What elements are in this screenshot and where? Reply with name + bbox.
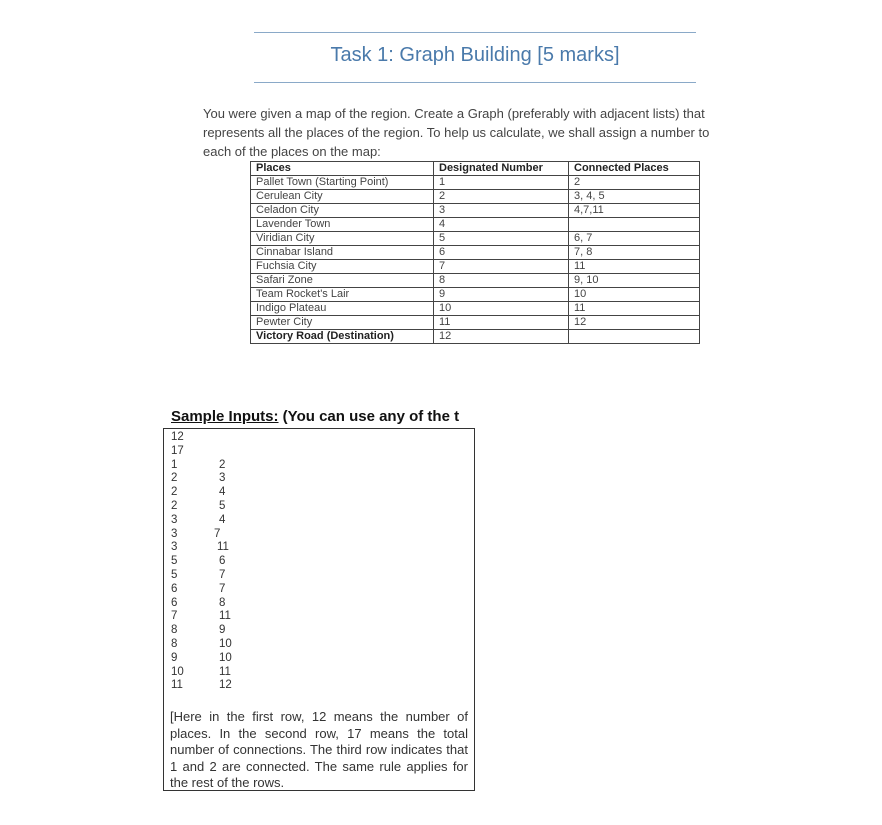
place-name-cell: Safari Zone [251,274,434,288]
header-connected-places: Connected Places [569,162,700,176]
places-table [250,161,700,344]
designated-number-cell: 2 [434,190,569,204]
table-row [251,260,700,274]
place-name-cell: Pallet Town (Starting Point) [251,176,434,190]
place-name-cell: Cinnabar Island [251,246,434,260]
edge-from: 5 [171,555,178,568]
connected-places-cell: 3, 4, 5 [569,190,700,204]
sample-inputs-subtitle: (You can use any of the t [278,408,460,425]
edge-to: 5 [219,499,226,512]
connections-count: 17 [171,444,184,457]
connected-places-cell: 2 [569,176,700,190]
table-row [251,190,700,204]
designated-number-cell: 10 [434,302,569,316]
edge-from: 1 [171,458,178,471]
intro-paragraph [203,104,763,161]
designated-number-cell: 9 [434,288,569,302]
place-name-cell: Viridian City [251,232,434,246]
connected-places-cell: 4,7,11 [569,204,700,218]
connected-places-cell [569,330,700,344]
edge-to: 8 [219,596,226,609]
edge-to: 6 [219,555,226,568]
edge-to: 7 [214,527,221,540]
table-row [251,288,700,302]
designated-number-cell: 6 [434,246,569,260]
edge-to: 7 [219,568,226,581]
edge-from: 7 [171,610,178,623]
connected-places-cell: 11 [569,302,700,316]
intro-line: each of the places on the map: [203,144,381,159]
edge-from: 8 [171,624,178,637]
table-row [251,330,700,344]
place-name-cell: Fuchsia City [251,260,434,274]
table-row [251,274,700,288]
place-name-cell: Indigo Plateau [251,302,434,316]
edge-to: 4 [219,486,226,499]
edge-to: 10 [219,651,232,664]
edge-to: 11 [219,665,231,678]
table-row [251,316,700,330]
sample-input-box [163,428,475,791]
edge-from: 8 [171,637,178,650]
table-row [251,302,700,316]
header-designated-number: Designated Number [434,162,569,176]
place-name-cell: Lavender Town [251,218,434,232]
designated-number-cell: 12 [434,330,569,344]
edge-from: 11 [171,679,183,692]
sample-inputs-label: Sample Inputs: [171,408,279,425]
table-header-row [251,162,700,176]
edge-to: 9 [219,624,226,637]
edge-from: 10 [171,665,184,678]
edge-from: 3 [171,513,178,526]
place-name-cell: Victory Road (Destination) [251,330,434,344]
edge-from: 2 [171,486,178,499]
edge-to: 12 [219,679,232,692]
edge-from: 2 [171,472,178,485]
designated-number-cell: 5 [434,232,569,246]
header-places: Places [251,162,434,176]
designated-number-cell: 4 [434,218,569,232]
connected-places-cell: 7, 8 [569,246,700,260]
edge-from: 6 [171,582,178,595]
bottom-divider [254,82,696,83]
sample-inputs-heading [171,408,476,425]
sample-note: [Here in the first row, 12 means the number of places. In the second row, 17 means the total number of connections. The third row indicates that 1 and 2 are connected. The same rule applies for the rest of the rows. [170,709,468,791]
place-name-cell: Celadon City [251,204,434,218]
intro-line: You were given a map of the region. Create a Graph (preferably with adjacent lists) that [203,106,705,121]
connected-places-cell [569,218,700,232]
places-count: 12 [171,431,184,443]
table-row [251,218,700,232]
designated-number-cell: 11 [434,316,569,330]
edge-to: 2 [219,458,226,471]
edge-to: 11 [217,541,229,554]
connected-places-cell: 6, 7 [569,232,700,246]
designated-number-cell: 1 [434,176,569,190]
table-row [251,176,700,190]
edge-to: 7 [219,582,226,595]
edge-to: 4 [219,513,226,526]
designated-number-cell: 8 [434,274,569,288]
edge-from: 9 [171,651,178,664]
edge-from: 6 [171,596,178,609]
edge-from: 3 [171,541,178,554]
connected-places-cell: 12 [569,316,700,330]
intro-line: represents all the places of the region. To help us calculate, we shall assign a number to [203,125,710,140]
place-name-cell: Team Rocket's Lair [251,288,434,302]
edge-from: 5 [171,568,178,581]
top-divider [254,32,696,33]
designated-number-cell: 3 [434,204,569,218]
designated-number-cell: 7 [434,260,569,274]
edge-to: 10 [219,637,232,650]
connected-places-cell: 9, 10 [569,274,700,288]
page-title: Task 1: Graph Building [5 marks] [330,44,620,66]
connected-places-cell: 10 [569,288,700,302]
table-row [251,232,700,246]
table-row [251,204,700,218]
table-row [251,246,700,260]
edge-to: 11 [219,610,231,623]
place-name-cell: Cerulean City [251,190,434,204]
edge-to: 3 [219,472,226,485]
edge-from: 3 [171,527,178,540]
place-name-cell: Pewter City [251,316,434,330]
edge-from: 2 [171,499,178,512]
connected-places-cell: 11 [569,260,700,274]
